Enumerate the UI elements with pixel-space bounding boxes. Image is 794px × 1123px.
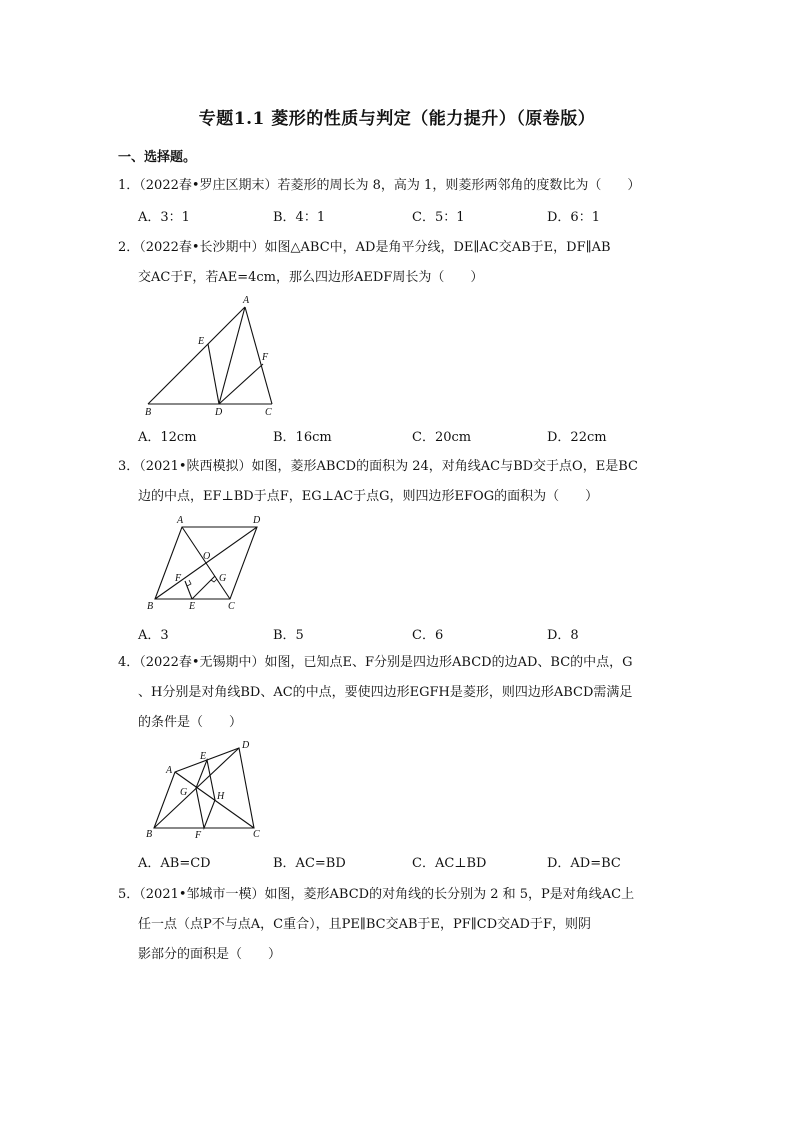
q2-label-c: C (265, 407, 272, 418)
q4-label-d: D (242, 740, 250, 751)
q3-segment-eg (192, 576, 215, 599)
q4-label-a: A (166, 765, 173, 776)
q2-option-d: D．22cm (547, 430, 607, 445)
q1-option-a: A．3：1 (138, 210, 190, 225)
q2-option-a: A．12cm (138, 430, 197, 445)
section-heading: 一、选择题。 (118, 150, 197, 165)
q4-label-c: C (253, 829, 260, 840)
q2-segment-ad (219, 307, 245, 404)
q4-option-d: D．AD=BC (547, 856, 621, 871)
question-5-line-3: 影部分的面积是（ ） (138, 947, 282, 962)
q4-quadrilateral-figure (140, 738, 270, 843)
q2-triangle-figure (138, 294, 283, 419)
q4-label-e: E (200, 751, 207, 762)
q4-label-h: H (217, 791, 225, 802)
q3-label-o: O (203, 551, 211, 562)
q1-option-c: C．5：1 (412, 210, 465, 225)
q3-label-c: C (228, 601, 235, 612)
q3-label-d: D (253, 515, 261, 526)
q2-option-b: B．16cm (273, 430, 332, 445)
q2-segment-de (208, 344, 219, 404)
q4-option-c: C．AC⊥BD (412, 856, 487, 871)
q4-label-b: B (146, 829, 153, 840)
q3-option-b: B．5 (273, 628, 304, 643)
q4-label-g: G (180, 787, 188, 798)
question-4-line-2: 、H分别是对角线BD、AC的中点，要使四边形EGFH是菱形，则四边形ABCD需满足 (138, 685, 633, 700)
q2-label-b: B (145, 407, 152, 418)
question-5-line-1: 5．（2021•邹城市一模）如图，菱形ABCD的对角线的长分别为 2 和 5，P是对角线AC上 (118, 887, 635, 902)
q2-segment-ab (148, 307, 245, 404)
q3-right-angle-f (187, 580, 191, 586)
q3-label-e: E (189, 601, 196, 612)
q3-option-a: A．3 (138, 628, 169, 643)
q3-rhombus-figure (140, 513, 280, 613)
q2-label-a: A (243, 295, 250, 306)
q4-option-b: B．AC=BD (273, 856, 346, 871)
q3-label-b: B (147, 601, 154, 612)
q3-option-d: D．8 (547, 628, 579, 643)
question-4-line-1: 4．（2022春•无锡期中）如图，已知点E、F分别是四边形ABCD的边AD、BC的中点，G (118, 655, 633, 670)
question-2-line-2: 交AC于F，若AE=4cm，那么四边形AEDF周长为（ ） (138, 270, 484, 285)
question-3-line-2: 边的中点，EF⊥BD于点F，EG⊥AC于点G，则四边形EFOG的面积为（ ） (138, 489, 599, 504)
q1-option-b: B．4：1 (273, 210, 326, 225)
q3-label-g: G (219, 573, 227, 584)
q3-diagonal-bd (155, 527, 257, 599)
q2-label-f: F (262, 352, 269, 363)
q3-label-a: A (177, 515, 184, 526)
question-5-line-2: 任一点（点P不与点A，C重合），且PE∥BC交AB于E，PF∥CD交AD于F，则阴 (138, 917, 591, 932)
q2-label-d: D (215, 407, 223, 418)
q3-option-c: C．6 (412, 628, 444, 643)
q1-option-d: D．6：1 (547, 210, 600, 225)
q2-option-c: C．20cm (412, 430, 472, 445)
question-1-line-1: 1．（2022春•罗庄区期末）若菱形的周长为 8，高为 1，则菱形两邻角的度数比为（ ） (118, 178, 641, 193)
q2-segment-df (219, 364, 263, 404)
q4-option-a: A．AB=CD (138, 856, 211, 871)
q2-label-e: E (198, 336, 205, 347)
page-title: 专题1.1 菱形的性质与判定（能力提升）（原卷版） (198, 109, 596, 129)
question-4-line-3: 的条件是（ ） (138, 715, 243, 730)
q4-label-f: F (195, 830, 202, 841)
question-3-line-1: 3．（2021•陕西模拟）如图，菱形ABCD的面积为 24，对角线AC与BD交于点O，E是BC (118, 459, 638, 474)
q3-label-f: F (175, 573, 182, 584)
question-2-line-1: 2．（2022春•长沙期中）如图△ABC中，AD是角平分线，DE∥AC交AB于E，DF∥AB (118, 240, 611, 255)
